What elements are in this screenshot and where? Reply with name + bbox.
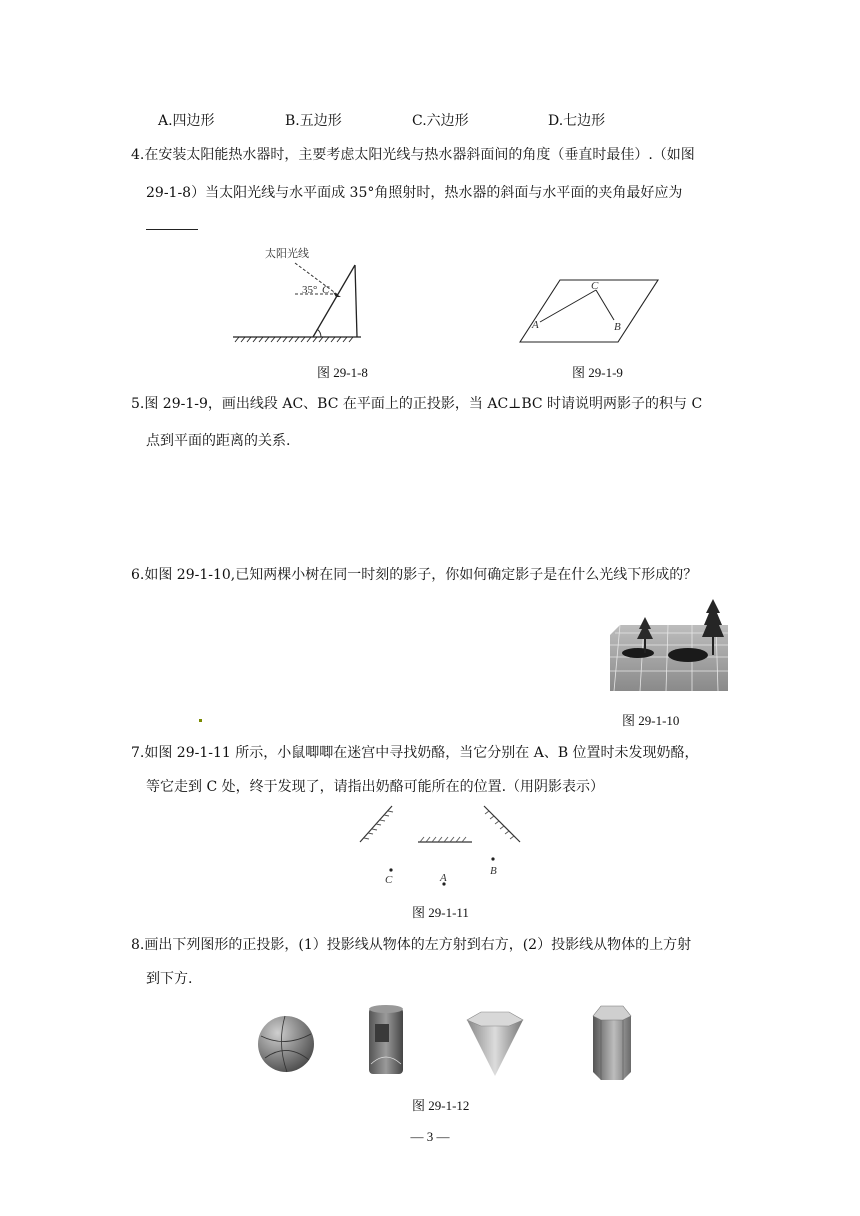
question-4-line-1: 4.在安装太阳能热水器时，主要考虑太阳光线与热水器斜面间的角度（垂直时最佳）.（如图 xyxy=(131,147,695,163)
point-c-label: C xyxy=(322,284,330,296)
point-a-label: A xyxy=(440,872,447,884)
question-5-line-1: 5.图 29-1-9，画出线段 AC、BC 在平面上的正投影，当 AC⊥BC 时请说明两影子的积与 C xyxy=(131,396,703,412)
option-d: D.七边形 xyxy=(548,113,606,129)
question-5-line-2: 点到平面的距离的关系. xyxy=(146,433,291,449)
option-b: B.五边形 xyxy=(285,113,342,129)
cone-shape xyxy=(467,1012,523,1076)
stray-mark xyxy=(199,719,202,722)
cylinder-can-shape xyxy=(369,1005,403,1074)
point-b-label: B xyxy=(614,321,621,333)
figure-29-1-8 xyxy=(225,245,365,345)
figure-29-1-11-caption: 图 29-1-11 xyxy=(412,905,469,920)
figure-29-1-8-caption: 图 29-1-8 xyxy=(317,365,368,380)
question-8-line-2: 到下方. xyxy=(146,971,193,987)
question-7-line-2: 等它走到 C 处，终于发现了，请指出奶酪可能所在的位置.（用阴影表示） xyxy=(146,779,605,795)
figure-29-1-9 xyxy=(518,278,660,344)
angle-label: 35° xyxy=(302,284,318,296)
point-b-label: B xyxy=(490,865,497,877)
point-a-label: A xyxy=(532,319,539,331)
point-c-label: C xyxy=(591,280,599,292)
answer-blank xyxy=(146,229,198,230)
figure-29-1-12 xyxy=(255,1002,645,1082)
option-c: C.六边形 xyxy=(412,113,469,129)
option-a: A.四边形 xyxy=(158,113,215,129)
figure-29-1-10-caption: 图 29-1-10 xyxy=(622,713,680,728)
figure-29-1-12-caption: 图 29-1-12 xyxy=(412,1098,470,1113)
figure-29-1-9-caption: 图 29-1-9 xyxy=(572,365,623,380)
sun-ray-label: 太阳光线 xyxy=(265,248,309,260)
page-number: — 3 — xyxy=(410,1129,450,1144)
question-4-line-2: 29-1-8）当太阳光线与水平面成 35°角照射时，热水器的斜面与水平面的夹角最好应为 xyxy=(146,185,683,201)
figure-29-1-10 xyxy=(610,595,730,693)
hexagonal-prism-shape xyxy=(593,1006,631,1080)
question-7-line-1: 7.如图 29-1-11 所示，小鼠唧唧在迷宫中寻找奶酪，当它分别在 A、B 位置时未发现奶酪， xyxy=(131,745,699,761)
figure-29-1-11 xyxy=(358,802,528,892)
question-8-line-1: 8.画出下列图形的正投影，(1）投影线从物体的左方射到右方，(2）投影线从物体的上方射 xyxy=(131,937,692,953)
point-c-label: C xyxy=(385,874,393,886)
question-6-line-1: 6.如图 29-1-10,已知两棵小树在同一时刻的影子，你如何确定影子是在什么光线下形成的？ xyxy=(131,567,698,583)
ball-shape xyxy=(258,1016,314,1072)
